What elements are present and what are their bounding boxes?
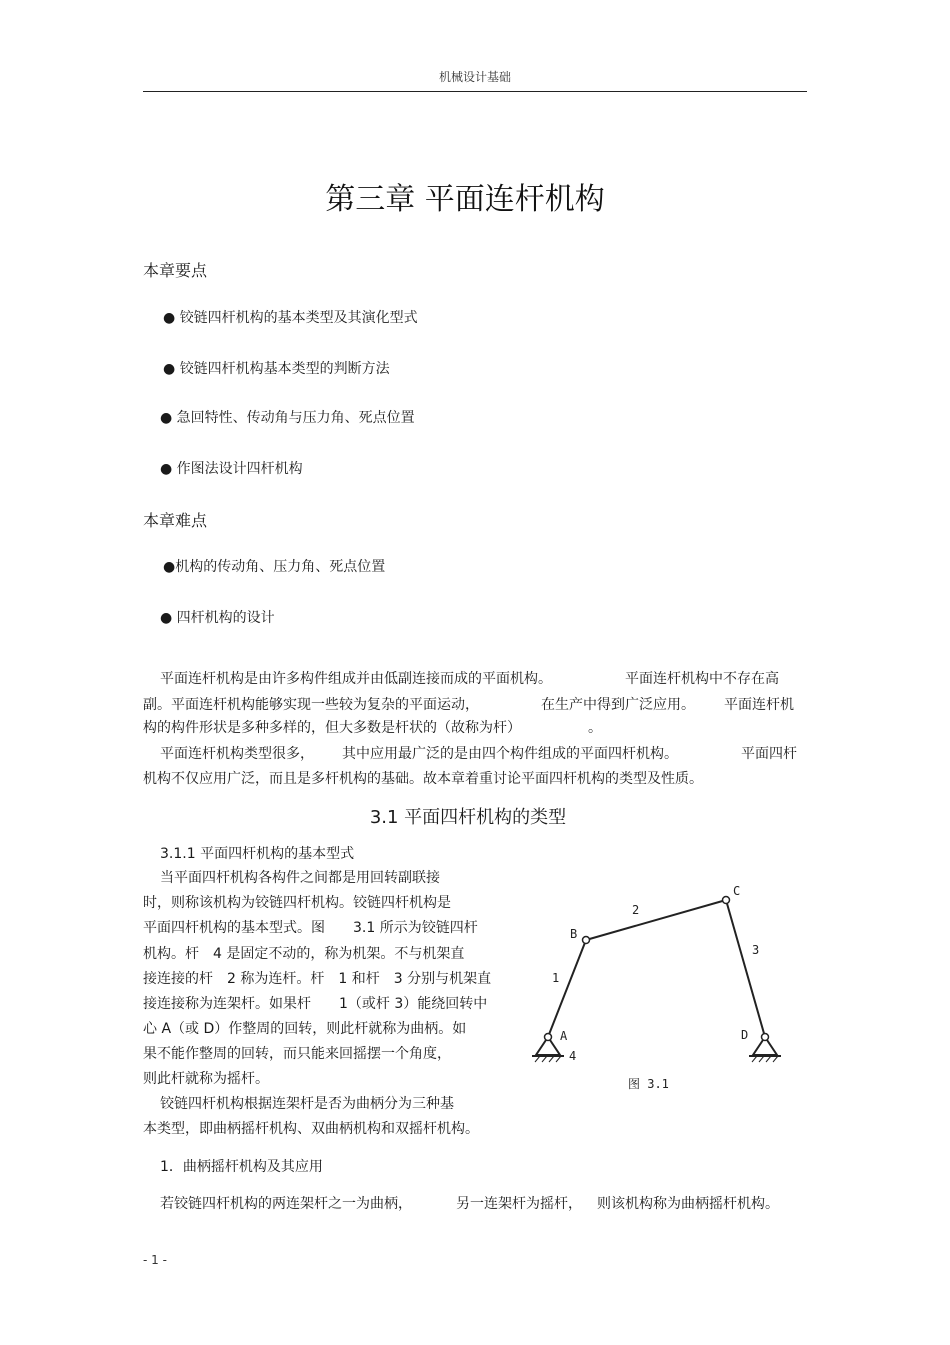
link-2 [586,900,726,940]
label-link-2: 2 [632,903,640,917]
chapter-title: 第三章 平面连杆机构 [325,182,605,217]
body-line: 平面四杆机构的基本型式。图 3.1 所示为铰链四杆 [143,920,478,936]
key-points-heading: 本章要点 [143,261,208,280]
label-b: B [570,927,578,941]
link-3 [726,900,765,1037]
body-line: 则此杆就称为摇杆。 [143,1071,269,1087]
difficulty-item: ● 四杆机构的设计 [160,610,275,626]
label-link-3: 3 [752,943,760,957]
intro-text: 机构不仅应用广泛，而且是多杆机构的基础。故本章着重讨论平面四杆机构的类型及性质。 [143,771,703,787]
joint-a [545,1034,552,1041]
label-link-4: 4 [569,1049,577,1063]
difficulty-item: ●机构的传动角、压力角、死点位置 [163,559,386,575]
item-text: 若铰链四杆机构的两连架杆之一为曲柄， [160,1196,412,1212]
intro-text: 平面连杆机构中不存在高 [625,671,779,687]
joint-d [762,1034,769,1041]
body-line: 心 A（或 D）作整周的回转，则此杆就称为曲柄。如 [143,1021,467,1037]
body-line: 机构。杆 4 是固定不动的，称为机架。不与机架直 [143,946,465,962]
label-a: A [560,1029,568,1043]
body-line: 当平面四杆机构各构件之间都是用回转副联接 [160,870,440,886]
section-title: 3.1 平面四杆机构的类型 [369,807,567,828]
key-point-item: ● 作图法设计四杆机构 [160,461,303,477]
page-number: - 1 - [143,1253,167,1267]
intro-text: 其中应用最广泛的是由四个构件组成的平面四杆机构。 [342,746,678,762]
linkage-diagram [528,878,788,1098]
key-point-item: ● 铰链四杆机构基本类型的判断方法 [163,361,390,377]
item-text: 则该机构称为曲柄摇杆机构。 [597,1196,779,1212]
label-c: C [733,884,741,898]
header-rule [143,91,807,92]
body-line: 接连接的杆 2 称为连杆。杆 1 和杆 3 分别与机架直 [143,971,492,987]
key-point-item: ● 铰链四杆机构的基本类型及其演化型式 [163,310,418,326]
page-header: 机械设计基础 [438,70,511,84]
intro-text: 平面连杆机 [724,697,794,713]
intro-text: 副。平面连杆机构能够实现一些较为复杂的平面运动， [143,697,479,713]
difficulties-heading: 本章难点 [143,511,208,530]
intro-text: 在生产中得到广泛应用。 [541,697,695,713]
link-1 [548,940,586,1037]
label-link-1: 1 [552,971,560,985]
intro-text: 平面连杆机构类型很多， [160,746,314,762]
body-line: 接连接称为连架杆。如果杆 1（或杆 3）能绕回转中 [143,996,488,1012]
body-line: 时，则称该机构为铰链四杆机构。铰链四杆机构是 [143,895,451,911]
joint-c [723,897,730,904]
figure-caption: 图 3.1 [628,1077,669,1091]
intro-text: 。 [588,720,602,736]
intro-text: 平面四杆 [741,746,797,762]
figure-four-bar-linkage [528,878,788,1102]
item-text: 另一连架杆为摇杆， [456,1196,582,1212]
label-d: D [741,1028,749,1042]
intro-text: 构的构件形状是多种多样的，但大多数是杆状的（故称为杆） [143,720,521,736]
item-heading: 1．曲柄摇杆机构及其应用 [160,1159,323,1175]
intro-text: 平面连杆机构是由许多构件组成并由低副连接而成的平面机构。 [160,671,552,687]
subsection-title: 3.1.1 平面四杆机构的基本型式 [160,846,355,862]
key-point-item: ● 急回特性、传动角与压力角、死点位置 [160,410,415,426]
joint-b [583,937,590,944]
body-line: 果不能作整周的回转，而只能来回摇摆一个角度， [143,1046,451,1062]
body-line: 本类型，即曲柄摇杆机构、双曲柄机构和双摇杆机构。 [143,1121,479,1137]
body-line: 铰链四杆机构根据连架杆是否为曲柄分为三种基 [160,1096,454,1112]
